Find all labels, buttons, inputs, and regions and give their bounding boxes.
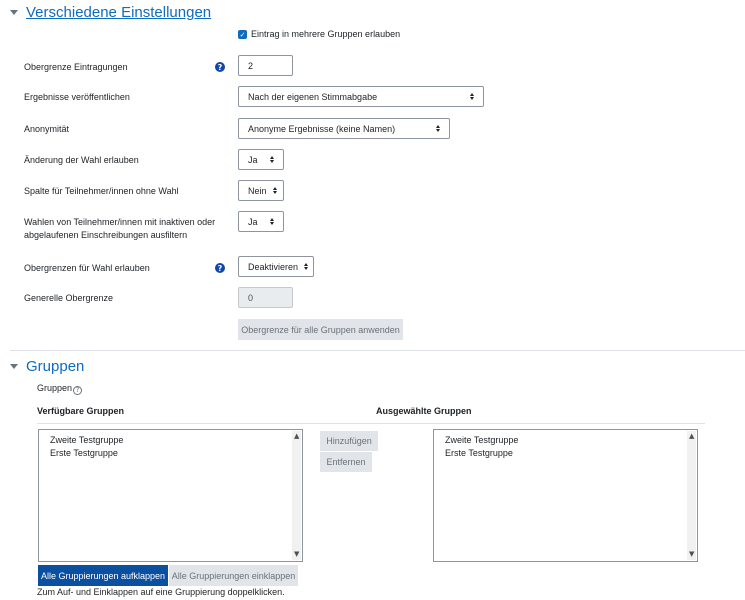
ergebnisse-select[interactable] xyxy=(238,86,484,107)
select-arrows-icon xyxy=(436,125,440,132)
obergrenzen-wahl-select[interactable] xyxy=(238,256,314,277)
section-title-verschiedene[interactable]: Verschiedene Einstellungen xyxy=(26,4,212,21)
section-header-gruppen[interactable] xyxy=(10,358,84,375)
add-button[interactable]: Hinzufügen xyxy=(320,431,378,451)
section-header-verschiedene[interactable] xyxy=(10,4,211,21)
anonymitaet-select-value: Anonyme Ergebnisse (keine Namen) xyxy=(248,123,396,134)
aenderung-select[interactable] xyxy=(238,149,284,170)
select-arrows-icon xyxy=(270,218,274,225)
obergrenzen-wahl-select-value: Deaktivieren xyxy=(248,261,299,272)
multi-group-checkbox[interactable] xyxy=(238,30,247,39)
wahlen-label-line2: abgelaufenen Einschreibungen ausfiltern xyxy=(24,230,188,240)
gruppen-label: Gruppen xyxy=(37,383,73,393)
wahlen-select-value: Ja xyxy=(248,216,258,227)
collapse-all-button[interactable]: Alle Gruppierungen einklappen xyxy=(169,565,298,586)
checkmark-icon: ✓ xyxy=(239,30,246,39)
select-arrows-icon xyxy=(470,93,474,100)
selected-groups-list[interactable] xyxy=(433,429,698,562)
obergrenzen-wahl-label: Obergrenzen für Wahl erlauben xyxy=(24,263,150,273)
generelle-input[interactable]: 0 xyxy=(238,287,293,308)
scroll-down-icon[interactable]: ▼ xyxy=(689,550,695,558)
list-item[interactable]: Zweite Testgruppe xyxy=(445,435,519,445)
selected-groups-items xyxy=(445,434,518,460)
scroll-down-icon[interactable]: ▼ xyxy=(294,550,300,558)
scrollbar[interactable] xyxy=(687,431,696,560)
collapse-caret-icon[interactable] xyxy=(10,10,18,15)
gruppen-label-row xyxy=(37,383,82,395)
wahlen-select[interactable] xyxy=(238,211,284,232)
list-item[interactable]: Erste Testgruppe xyxy=(50,448,118,458)
spalte-select-value: Nein xyxy=(248,185,267,196)
scrollbar[interactable] xyxy=(292,431,301,560)
anonymitaet-select[interactable] xyxy=(238,118,450,139)
section-divider xyxy=(10,350,745,351)
collapse-caret-icon[interactable] xyxy=(10,364,18,369)
select-arrows-icon xyxy=(270,156,274,163)
obergrenze-label: Obergrenze Eintragungen xyxy=(24,62,128,72)
available-groups-items xyxy=(50,434,123,460)
aenderung-label: Änderung der Wahl erlauben xyxy=(24,155,139,165)
select-arrows-icon xyxy=(273,187,277,194)
ergebnisse-select-value: Nach der eigenen Stimmabgabe xyxy=(248,91,378,102)
ergebnisse-label: Ergebnisse veröffentlichen xyxy=(24,92,130,102)
help-icon[interactable]: ? xyxy=(215,263,225,273)
hint-text: Zum Auf- und Einklappen auf eine Gruppierung doppelklicken. xyxy=(37,587,285,597)
apply-limit-button[interactable]: Obergrenze für alle Gruppen anwenden xyxy=(238,319,403,340)
spalte-label: Spalte für Teilnehmer/innen ohne Wahl xyxy=(24,186,179,196)
remove-button[interactable]: Entfernen xyxy=(320,452,372,472)
selected-groups-header: Ausgewählte Gruppen xyxy=(376,406,472,416)
select-arrows-icon xyxy=(304,263,308,270)
multi-group-checkbox-label: Eintrag in mehrere Gruppen erlauben xyxy=(251,29,401,39)
table-divider xyxy=(37,423,705,424)
obergrenze-input[interactable]: 2 xyxy=(238,55,293,76)
help-icon[interactable]: ? xyxy=(73,386,82,395)
spalte-select[interactable] xyxy=(238,180,284,201)
scroll-up-icon[interactable]: ▲ xyxy=(689,432,695,440)
aenderung-select-value: Ja xyxy=(248,154,258,165)
generelle-label: Generelle Obergrenze xyxy=(24,293,114,303)
wahlen-label xyxy=(24,216,215,242)
list-item[interactable]: Erste Testgruppe xyxy=(445,448,513,458)
help-icon[interactable]: ? xyxy=(215,62,225,72)
anonymitaet-label: Anonymität xyxy=(24,124,70,134)
wahlen-label-line1: Wahlen von Teilnehmer/innen mit inaktiven oder xyxy=(24,217,216,227)
section-title-gruppen[interactable]: Gruppen xyxy=(26,358,85,375)
available-groups-header: Verfügbare Gruppen xyxy=(37,406,125,416)
scroll-up-icon[interactable]: ▲ xyxy=(294,432,300,440)
expand-all-button[interactable]: Alle Gruppierungen aufklappen xyxy=(38,565,168,586)
available-groups-list[interactable] xyxy=(38,429,303,562)
list-item[interactable]: Zweite Testgruppe xyxy=(50,435,124,445)
